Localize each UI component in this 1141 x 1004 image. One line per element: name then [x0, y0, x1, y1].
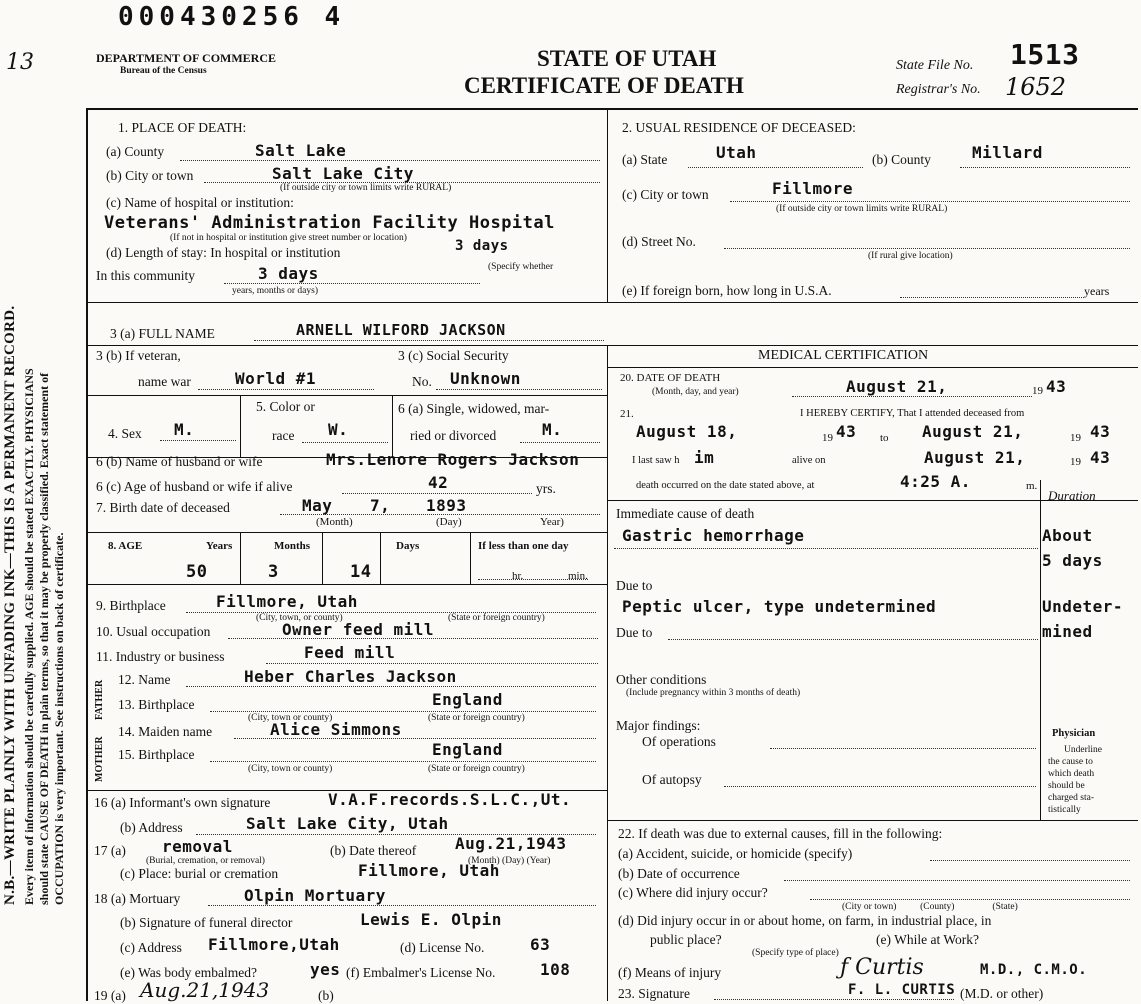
- spouse-age: 42: [428, 473, 449, 492]
- birth-year: 1893: [426, 496, 467, 515]
- margin-instruction-3: OCCUPATION is very important. See instructions on back of certificate.: [52, 532, 66, 905]
- time-m: m.: [1026, 480, 1038, 492]
- lastsaw-him: im: [694, 448, 715, 467]
- color-label: 5. Color or: [256, 399, 315, 414]
- residence-heading: 2. USUAL RESIDENCE OF DECEASED:: [622, 120, 856, 135]
- dod-19: 19: [1032, 385, 1043, 397]
- res-foreign-label: (e) If foreign born, how long in U.S.A.: [622, 283, 832, 298]
- birth-month-note: (Month): [316, 516, 353, 528]
- duration-2a: Undeter-: [1042, 597, 1124, 616]
- alive-19: 19: [1070, 456, 1081, 468]
- occupation: Owner feed mill: [282, 620, 434, 639]
- mortuary-label: 18 (a) Mortuary: [94, 891, 181, 906]
- race-label: race: [272, 428, 295, 443]
- dod-value: August 21,: [846, 377, 948, 396]
- occurred-label: death occurred on the date stated above, at: [636, 480, 815, 491]
- informant-addr-label: (b) Address: [120, 820, 183, 835]
- dod-year: 43: [1046, 377, 1067, 396]
- divider-age2: [322, 532, 323, 584]
- embalmed-label: (e) Was body embalmed?: [120, 965, 257, 980]
- place-city-label: (b) City or town: [106, 168, 194, 183]
- findings-label: Major findings:: [616, 718, 701, 733]
- age-min: min.: [568, 570, 588, 582]
- mother-name-label: 14. Maiden name: [118, 724, 213, 739]
- phys-4: which death: [1048, 769, 1095, 779]
- burial-value: removal: [162, 837, 233, 856]
- serial-number: 000430256 4: [118, 2, 346, 32]
- marital-value: M.: [542, 420, 563, 439]
- burial-date-label: (b) Date thereof: [330, 843, 417, 858]
- yrs-label: yrs.: [536, 481, 556, 496]
- mother-bp-note1: (City, town or county): [248, 764, 333, 774]
- phys-1: Physician: [1052, 728, 1096, 739]
- marital-label: 6 (a) Single, widowed, mar-: [398, 401, 550, 416]
- duration-head: Duration: [1048, 488, 1096, 503]
- stay-specify: (Specify whether: [488, 262, 554, 272]
- bp-note-state: (State or foreign country): [448, 613, 545, 623]
- age-days-head: Days: [396, 540, 420, 552]
- industry-label: 11. Industry or business: [96, 649, 225, 664]
- burial-date-note: (Month) (Day) (Year): [468, 856, 551, 866]
- license-label: (d) License No.: [400, 940, 485, 955]
- alive-year: 43: [1090, 448, 1111, 467]
- sex-label: 4. Sex: [108, 426, 142, 441]
- certificate-title: CERTIFICATE OF DEATH: [464, 73, 744, 98]
- ss-value: Unknown: [450, 369, 521, 388]
- sex-value: M.: [174, 420, 195, 439]
- to-19: 19: [1070, 432, 1081, 444]
- state-title: STATE OF UTAH: [537, 46, 717, 71]
- burial-date: Aug.21,1943: [455, 834, 567, 853]
- filed-b: (b): [318, 988, 334, 1003]
- mother-bp-note2: (State or foreign country): [428, 764, 525, 774]
- birth-year-note: Year): [540, 516, 564, 528]
- duration-2b: mined: [1042, 622, 1093, 641]
- divider-h1: [86, 302, 1138, 303]
- res-city-note: (If outside city or town limits write RURAL): [776, 204, 948, 214]
- mother-bp: England: [432, 740, 503, 759]
- stay-label: (d) Length of stay: In hospital or institution: [106, 245, 341, 260]
- community-value: 3 days: [258, 264, 319, 283]
- duration-1b: 5 days: [1042, 551, 1103, 570]
- mortuary: Olpin Mortuary: [244, 886, 386, 905]
- father-bp-note1: (City, town or county): [248, 713, 333, 723]
- res-state: Utah: [716, 143, 757, 162]
- registrar-number: 1652: [1005, 73, 1067, 101]
- mother-name: Alice Simmons: [270, 720, 402, 739]
- divider-age3: [380, 532, 381, 584]
- dod-note: (Month, day, and year): [652, 387, 739, 397]
- age-years-head: Years: [206, 540, 233, 552]
- ext-c-note: (City or town) (County) (State): [842, 902, 1018, 912]
- funeral-director: Lewis E. Olpin: [360, 910, 502, 929]
- name-label: 3 (a) FULL NAME: [110, 326, 215, 341]
- divider-age4: [470, 532, 471, 584]
- res-street-label: (d) Street No.: [622, 234, 696, 249]
- margin-instruction-2: should state CAUSE OF DEATH in plain terms, so that it may be properly classified. Exact statement of: [37, 372, 51, 905]
- signature-label: 23. Signature: [618, 986, 690, 1001]
- informant-address: Salt Lake City, Utah: [246, 814, 449, 833]
- community-label: In this community: [96, 268, 195, 283]
- full-name: ARNELL WILFORD JACKSON: [296, 321, 506, 339]
- father-name: Heber Charles Jackson: [244, 667, 457, 686]
- mortuary-address: Fillmore,Utah: [208, 935, 340, 954]
- ext-d2: public place?: [650, 932, 722, 947]
- death-time: 4:25 A.: [900, 472, 971, 491]
- margin-warning: N.B.—WRITE PLAINLY WITH UNFADING INK—THIS IS A PERMANENT RECORD.: [2, 305, 18, 905]
- to-label: to: [880, 432, 889, 444]
- bureau-label: Bureau of the Census: [120, 66, 207, 76]
- director-label: (b) Signature of funeral director: [120, 915, 293, 930]
- bp-note-city: (City, town, or county): [256, 613, 343, 623]
- autopsy-label: Of autopsy: [642, 772, 702, 787]
- to-year: 43: [1090, 422, 1111, 441]
- age-label: 8. AGE: [108, 540, 143, 552]
- frame-left: [86, 108, 88, 1001]
- war-label: name war: [138, 374, 191, 389]
- spouse-age-label: 6 (c) Age of husband or wife if alive: [96, 479, 293, 494]
- ext-f: (f) Means of injury: [618, 965, 722, 980]
- divider-top: [607, 108, 608, 303]
- birth-label: 7. Birth date of deceased: [96, 500, 230, 515]
- res-state-label: (a) State: [622, 152, 668, 167]
- divider-med3: [607, 820, 1138, 821]
- due-to-2: Due to: [616, 625, 653, 640]
- certify-text: I HEREBY CERTIFY, That I attended deceased from: [800, 408, 1025, 419]
- lastsaw-label: I last saw h: [632, 455, 680, 466]
- burial-note: (Burial, cremation, or removal): [146, 856, 265, 866]
- birth-day-note: (Day): [436, 516, 462, 528]
- divider-age1: [240, 532, 241, 584]
- res-city-label: (c) City or town: [622, 187, 709, 202]
- father-bp: England: [432, 690, 503, 709]
- hospital-label: (c) Name of hospital or institution:: [106, 195, 294, 210]
- divider-race: [392, 395, 393, 457]
- cause-2: Peptic ulcer, type undetermined: [622, 597, 937, 616]
- ext-c: (c) Where did injury occur?: [618, 885, 768, 900]
- license-no: 63: [530, 935, 551, 954]
- immediate-cause: Gastric hemorrhage: [622, 526, 805, 545]
- marital-label-2: ried or divorced: [410, 428, 497, 443]
- attended-from: August 18,: [636, 422, 738, 441]
- father-label: FATHER: [94, 679, 105, 720]
- embalmer-label: (f) Embalmer's License No.: [346, 965, 496, 980]
- divider-duration: [1040, 480, 1041, 820]
- age-years: 50: [186, 562, 208, 582]
- burial-label: 17 (a): [94, 843, 126, 858]
- state-file-number: 1513: [1010, 38, 1080, 71]
- veteran-label: 3 (b) If veteran,: [96, 348, 181, 363]
- phys-7: tistically: [1048, 805, 1081, 815]
- dod-label: 20. DATE OF DEATH: [620, 372, 721, 384]
- spouse-value: Mrs.Lenore Rogers Jackson: [326, 450, 580, 469]
- margin-instruction-1: Every item of information should be carefully supplied. AGE should be stated EXACTLY. PHYSICIANS: [22, 368, 36, 905]
- phys-3: the cause to: [1048, 757, 1093, 767]
- ext-b: (b) Date of occurrence: [618, 866, 740, 881]
- place-county: Salt Lake: [255, 141, 347, 160]
- ss-no-label: No.: [412, 374, 432, 389]
- attended-to: August 21,: [922, 422, 1024, 441]
- duration-1a: About: [1042, 526, 1093, 545]
- due-to-1: Due to: [616, 578, 653, 593]
- mother-label: MOTHER: [94, 736, 105, 782]
- embalmed-value: yes: [310, 960, 341, 979]
- res-county: Millard: [972, 143, 1043, 162]
- other-label: Other conditions: [616, 672, 707, 687]
- physician-signature: F. L. CURTIS: [848, 982, 956, 998]
- war-value: World #1: [235, 369, 317, 388]
- burial-place-label: (c) Place: burial or cremation: [120, 866, 279, 881]
- industry: Feed mill: [304, 643, 396, 662]
- physician-initials: ƒ Curtis: [840, 955, 924, 980]
- hospital-name: Veterans' Administration Facility Hospital: [104, 213, 555, 233]
- ext-e: (e) While at Work?: [876, 932, 979, 947]
- divider-sex: [240, 395, 241, 457]
- spouse-label: 6 (b) Name of husband or wife: [96, 454, 263, 469]
- alive-date: August 21,: [924, 448, 1026, 467]
- age-hr: hr.: [512, 570, 524, 582]
- father-name-label: 12. Name: [118, 672, 171, 687]
- age-months: 3: [268, 562, 279, 582]
- res-city: Fillmore: [772, 179, 854, 198]
- state-file-label: State File No.: [896, 58, 974, 73]
- phys-2: Underline: [1064, 745, 1102, 755]
- divider-h2: [86, 345, 1138, 346]
- race-value: W.: [328, 420, 349, 439]
- birthplace: Fillmore, Utah: [216, 592, 358, 611]
- informant-signature: V.A.F.records.S.L.C.,Ut.: [328, 790, 572, 809]
- burial-place: Fillmore, Utah: [358, 861, 500, 880]
- filed-date: Aug.21,1943: [140, 978, 270, 1002]
- phys-6: charged sta-: [1048, 793, 1094, 803]
- father-bp-label: 13. Birthplace: [118, 697, 195, 712]
- divider-h3: [86, 395, 607, 396]
- certify-num: 21.: [620, 408, 634, 420]
- registrar-label: Registrar's No.: [896, 82, 981, 97]
- age-months-head: Months: [274, 540, 311, 552]
- frame-top: [86, 108, 1138, 110]
- res-county-label: (b) County: [872, 152, 931, 167]
- department-label: DEPARTMENT OF COMMERCE: [96, 51, 277, 65]
- community-note: years, months or days): [232, 286, 319, 296]
- filed-label: 19 (a): [94, 988, 126, 1003]
- place-city-note: (If outside city or town limits write RURAL): [280, 183, 452, 193]
- place-county-label: (a) County: [106, 144, 165, 159]
- place-city: Salt Lake City: [272, 164, 414, 183]
- place-heading: 1. PLACE OF DEATH:: [118, 120, 247, 135]
- ext-d-note: (Specify type of place): [752, 948, 839, 958]
- birth-month: May: [302, 496, 333, 515]
- birthplace-label: 9. Birthplace: [96, 598, 166, 613]
- md-cmo: M.D., C.M.O.: [980, 962, 1088, 978]
- hospital-note: (If not in hospital or institution give street number or location): [170, 233, 407, 243]
- age-less-head: If less than one day: [478, 540, 569, 552]
- ss-label: 3 (c) Social Security: [398, 348, 509, 363]
- embalmer-license: 108: [540, 960, 571, 979]
- res-years: years: [1084, 284, 1110, 298]
- corner-mark: 13: [6, 50, 34, 75]
- operations-label: Of operations: [642, 734, 716, 749]
- phys-5: should be: [1048, 781, 1085, 791]
- divider-med: [607, 367, 1138, 368]
- occupation-label: 10. Usual occupation: [96, 624, 211, 639]
- divider-h6: [86, 584, 607, 585]
- divider-h5: [86, 532, 607, 533]
- age-days: 14: [350, 562, 372, 582]
- divider-main: [607, 345, 608, 1001]
- md-note: (M.D. or other): [960, 986, 1044, 1001]
- from-year: 43: [836, 422, 857, 441]
- stay-value: 3 days: [455, 238, 509, 254]
- immediate-label: Immediate cause of death: [616, 506, 755, 521]
- ext-d: (d) Did injury occur in or about home, on farm, in industrial place, in: [618, 913, 992, 928]
- ext-heading: 22. If death was due to external causes, fill in the following:: [618, 826, 943, 841]
- ext-a: (a) Accident, suicide, or homicide (specify): [618, 846, 853, 861]
- mother-bp-label: 15. Birthplace: [118, 747, 195, 762]
- alive-label: alive on: [792, 455, 826, 466]
- father-bp-note2: (State or foreign country): [428, 713, 525, 723]
- res-street-note: (If rural give location): [868, 251, 953, 261]
- mortuary-addr-label: (c) Address: [120, 940, 182, 955]
- other-note: (Include pregnancy within 3 months of death): [626, 688, 801, 698]
- birth-day: 7,: [370, 496, 391, 515]
- informant-label: 16 (a) Informant's own signature: [94, 795, 271, 810]
- medical-heading: MEDICAL CERTIFICATION: [758, 348, 929, 363]
- from-19: 19: [822, 432, 833, 444]
